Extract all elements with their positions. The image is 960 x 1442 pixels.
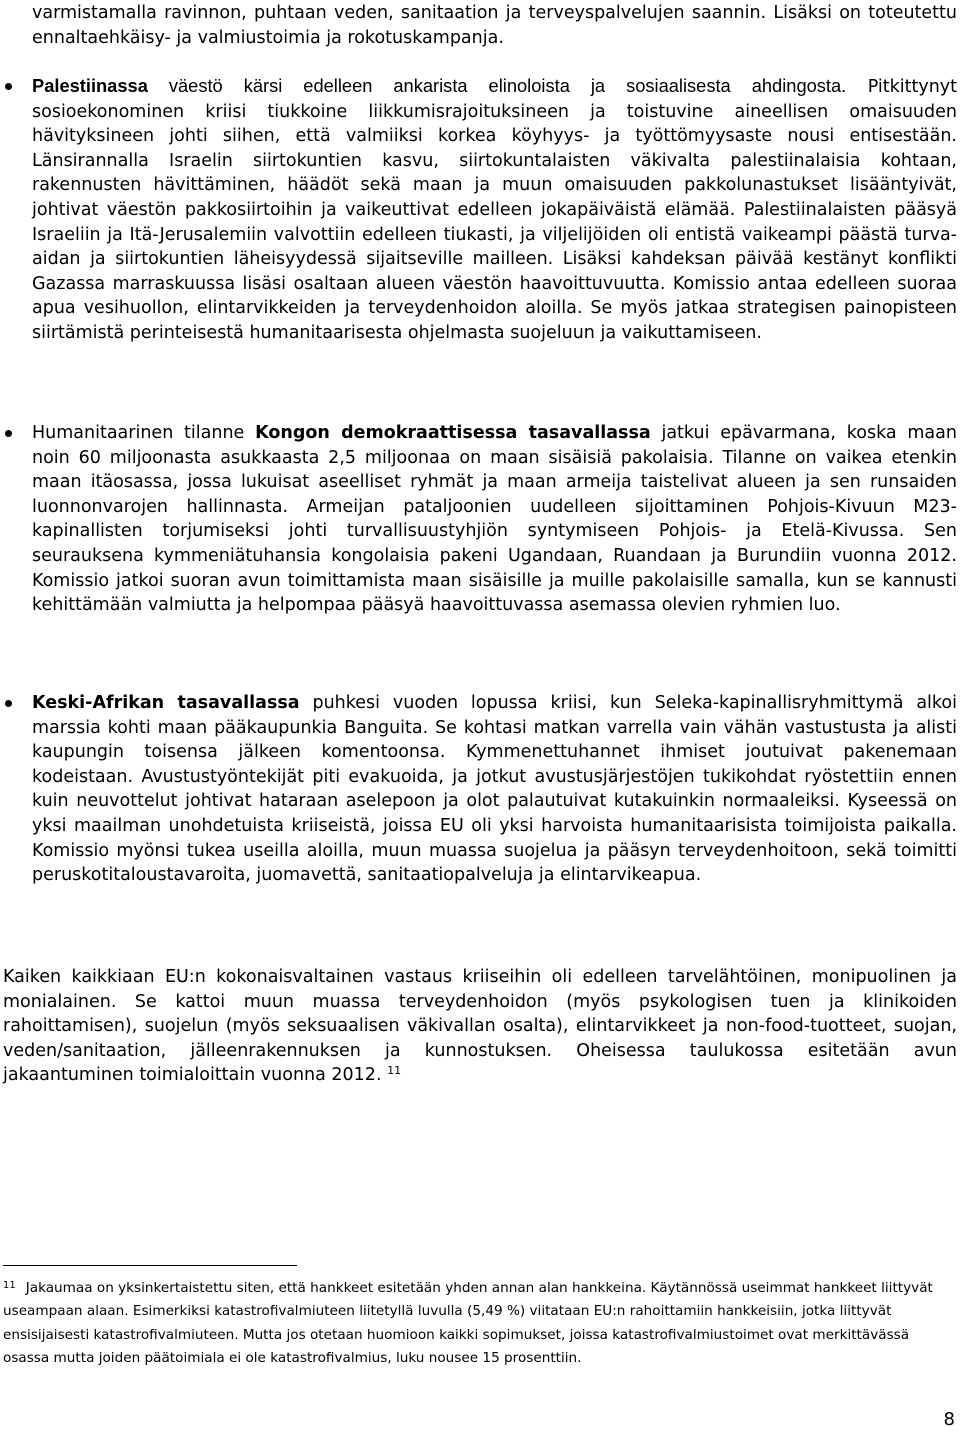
summary-text: Kaiken kaikkiaan EU:n kokonaisvaltainen vastaus kriiseihin oli edelleen tarvelähtöinen, monipuolinen ja monialainen. Se kattoi muun muassa terveydenhoidon (myös psykologisen tuen ja klinikoiden rahoittamisen), suojelun (myös seksuaalisen väkivallan osalta), elintarvikkeet ja non-food-tuotteet, suojan, veden/sanitaation, jälleenrakennuksen ja kunnostuksen. Oheisessa taulukossa esitetään avun jakaantuminen toimialoittain vuonna 2012. <box>3 967 957 1086</box>
bullet-first-sentence: väestö kärsi edelleen ankarista elinoloista ja sosiaalisesta ahdingosta. <box>147 75 847 96</box>
bullet-text <box>32 691 957 888</box>
bold-term-car: Keski-Afrikan tasavallassa <box>32 693 300 713</box>
bullet-text <box>32 74 957 346</box>
bold-term-congo: Kongon demokraattisessa tasavallassa <box>255 423 651 443</box>
footnote <box>3 1277 953 1371</box>
bullet-body: Pitkittynyt sosioekonominen kriisi tiukkoine liikkumisrajoituksineen ja toistuvine aineellisen omaisuuden hävityksineen johti siihen, että valmiiksi korkea köyhyys- ja työttömyysaste nousi entisestään. Länsirannalla Israelin siirtokuntien kasvu, siirtokuntalaisten väkivalta palestiinalaisia kohtaan, rakennusten hävittäminen, häädöt sekä maan ja muun omaisuuden pakkolunastukset lisääntyivät, johtivat väestön pakkosiirtoihin ja vaikeuttivat edelleen jokapäiväistä elämää. Palestiinalaisten pääsyä Israeliin ja Itä-Jerusalemiin valvottiin edelleen tiukasti, ja viljelijöiden oli entistä vaikeampi päästä turva-aidan ja siirtokuntien läheisyydessä sijaitseville mailleen. Lisäksi kahdeksan päivää kestänyt konflikti Gazassa marraskuussa lisäsi osaltaan alueen väestön haavoittuvuutta. Komissio antaa edelleen suoraa apua vesihuollon, elintarvikkeiden ja terveydenhoidon aloilla. Se myös jatkaa strategisen painopisteen siirtämistä perinteisestä humanitaarisesta ohjelmasta suojeluun ja vaikuttamiseen. <box>32 77 957 343</box>
bullet-body: jatkui epävarmana, koska maan noin 60 miljoonasta asukkaasta 2,5 miljoonaa on maan sisäisiä pakolaisia. Tilanne on vaikea etenkin maan itäosassa, jossa lukuisat aseelliset ryhmät ja maan armeija taistelivat alueen ja sen runsaiden luonnonvarojen hallinnasta. Armeijan pataljoonien uudelleen sijoittaminen Pohjois-Kivuun M23-kapinallisten torjumiseksi johti turvallisuustyhjiön syntymiseen Pohjois- ja Etelä-Kivussa. Sen seurauksena kymmeniätuhansia kongolaisia pakeni Ugandaan, Ruandaan ja Burundiin vuonna 2012. Komissio jatkoi suoran avun toimittamista maan sisäisille ja muille pakolaisille samalla, kun se kannusti kehittämään valmiutta ja helpompaa pääsyä haavoittuvassa asemassa olevien ryhmien luo. <box>32 423 957 616</box>
footnote-reference[interactable]: 11 <box>387 1064 402 1078</box>
footnote-divider <box>3 1265 297 1266</box>
page-number: 8 <box>943 1409 955 1430</box>
bullet-text <box>32 421 957 618</box>
bold-term-palestine: Palestiinassa <box>32 75 148 96</box>
intro-paragraph: varmistamalla ravinnon, puhtaan veden, sanitaation ja terveyspalvelujen saannin. Lisäksi on toteutettu ennaltaehkäisy- ja valmiustoimia ja rokotuskampanja. <box>32 3 957 48</box>
summary-paragraph <box>3 965 957 1088</box>
bullet-dot-icon <box>5 430 12 437</box>
bullet-dot-icon <box>5 83 12 90</box>
bullet-body: puhkesi vuoden lopussa kriisi, kun Seleka-kapinallisryhmittymä alkoi marssia kohti maan pääkaupunkia Banguita. Se kohtasi matkan varrella vain vähän vastustusta ja alisti kaupungin toisensa jälkeen komentoonsa. Kymmenettuhannet ihmiset joutuivat pakenemaan kodeistaan. Avustustyöntekijät piti evakuoida, ja jotkut avustusjärjestöjen tukikohdat ryöstettiin ennen kuin neuvottelut johtivat hataraan aselepoon ja olot palautuivat kutakuinkin normaaleiksi. Kyseessä on yksi maailman unohdetuista kriiseistä, joissa EU oli yksi harvoista humanitaarisista toimijoista paikalla. Komissio myönsi tukea useilla aloilla, muun muassa suojelua ja pääsyn terveydenhoitoon, sekä toimitti peruskotitaloustavaroita, juomavettä, sanitaatiopalveluja ja elintarvikeapua. <box>32 693 957 886</box>
footnote-number: 11 <box>3 1280 16 1291</box>
bullet-dot-icon <box>5 700 12 707</box>
bullet-lead: Humanitaarinen tilanne <box>32 423 256 443</box>
footnote-text: Jakaumaa on yksinkertaistettu siten, että hankkeet esitetään yhden annan alan hankkeina. Käytännössä useimmat hankkeet liittyvät useampaan alaan. Esimerkiksi katastrofivalmiuteen liitetyllä luvulla (5,49 %) viitataan EU:n rahoittamiin hankkeisiin, jotka liittyvät ensisijaisesti katastrofivalmiuteen. Mutta jos otetaan huomioon kaikki sopimukset, joissa katastrofivalmiustoimet ovat merkittävässä osassa mutta joiden päätoimiala ei ole katastrofivalmius, luku nousee 15 prosenttiin. <box>3 1280 933 1367</box>
